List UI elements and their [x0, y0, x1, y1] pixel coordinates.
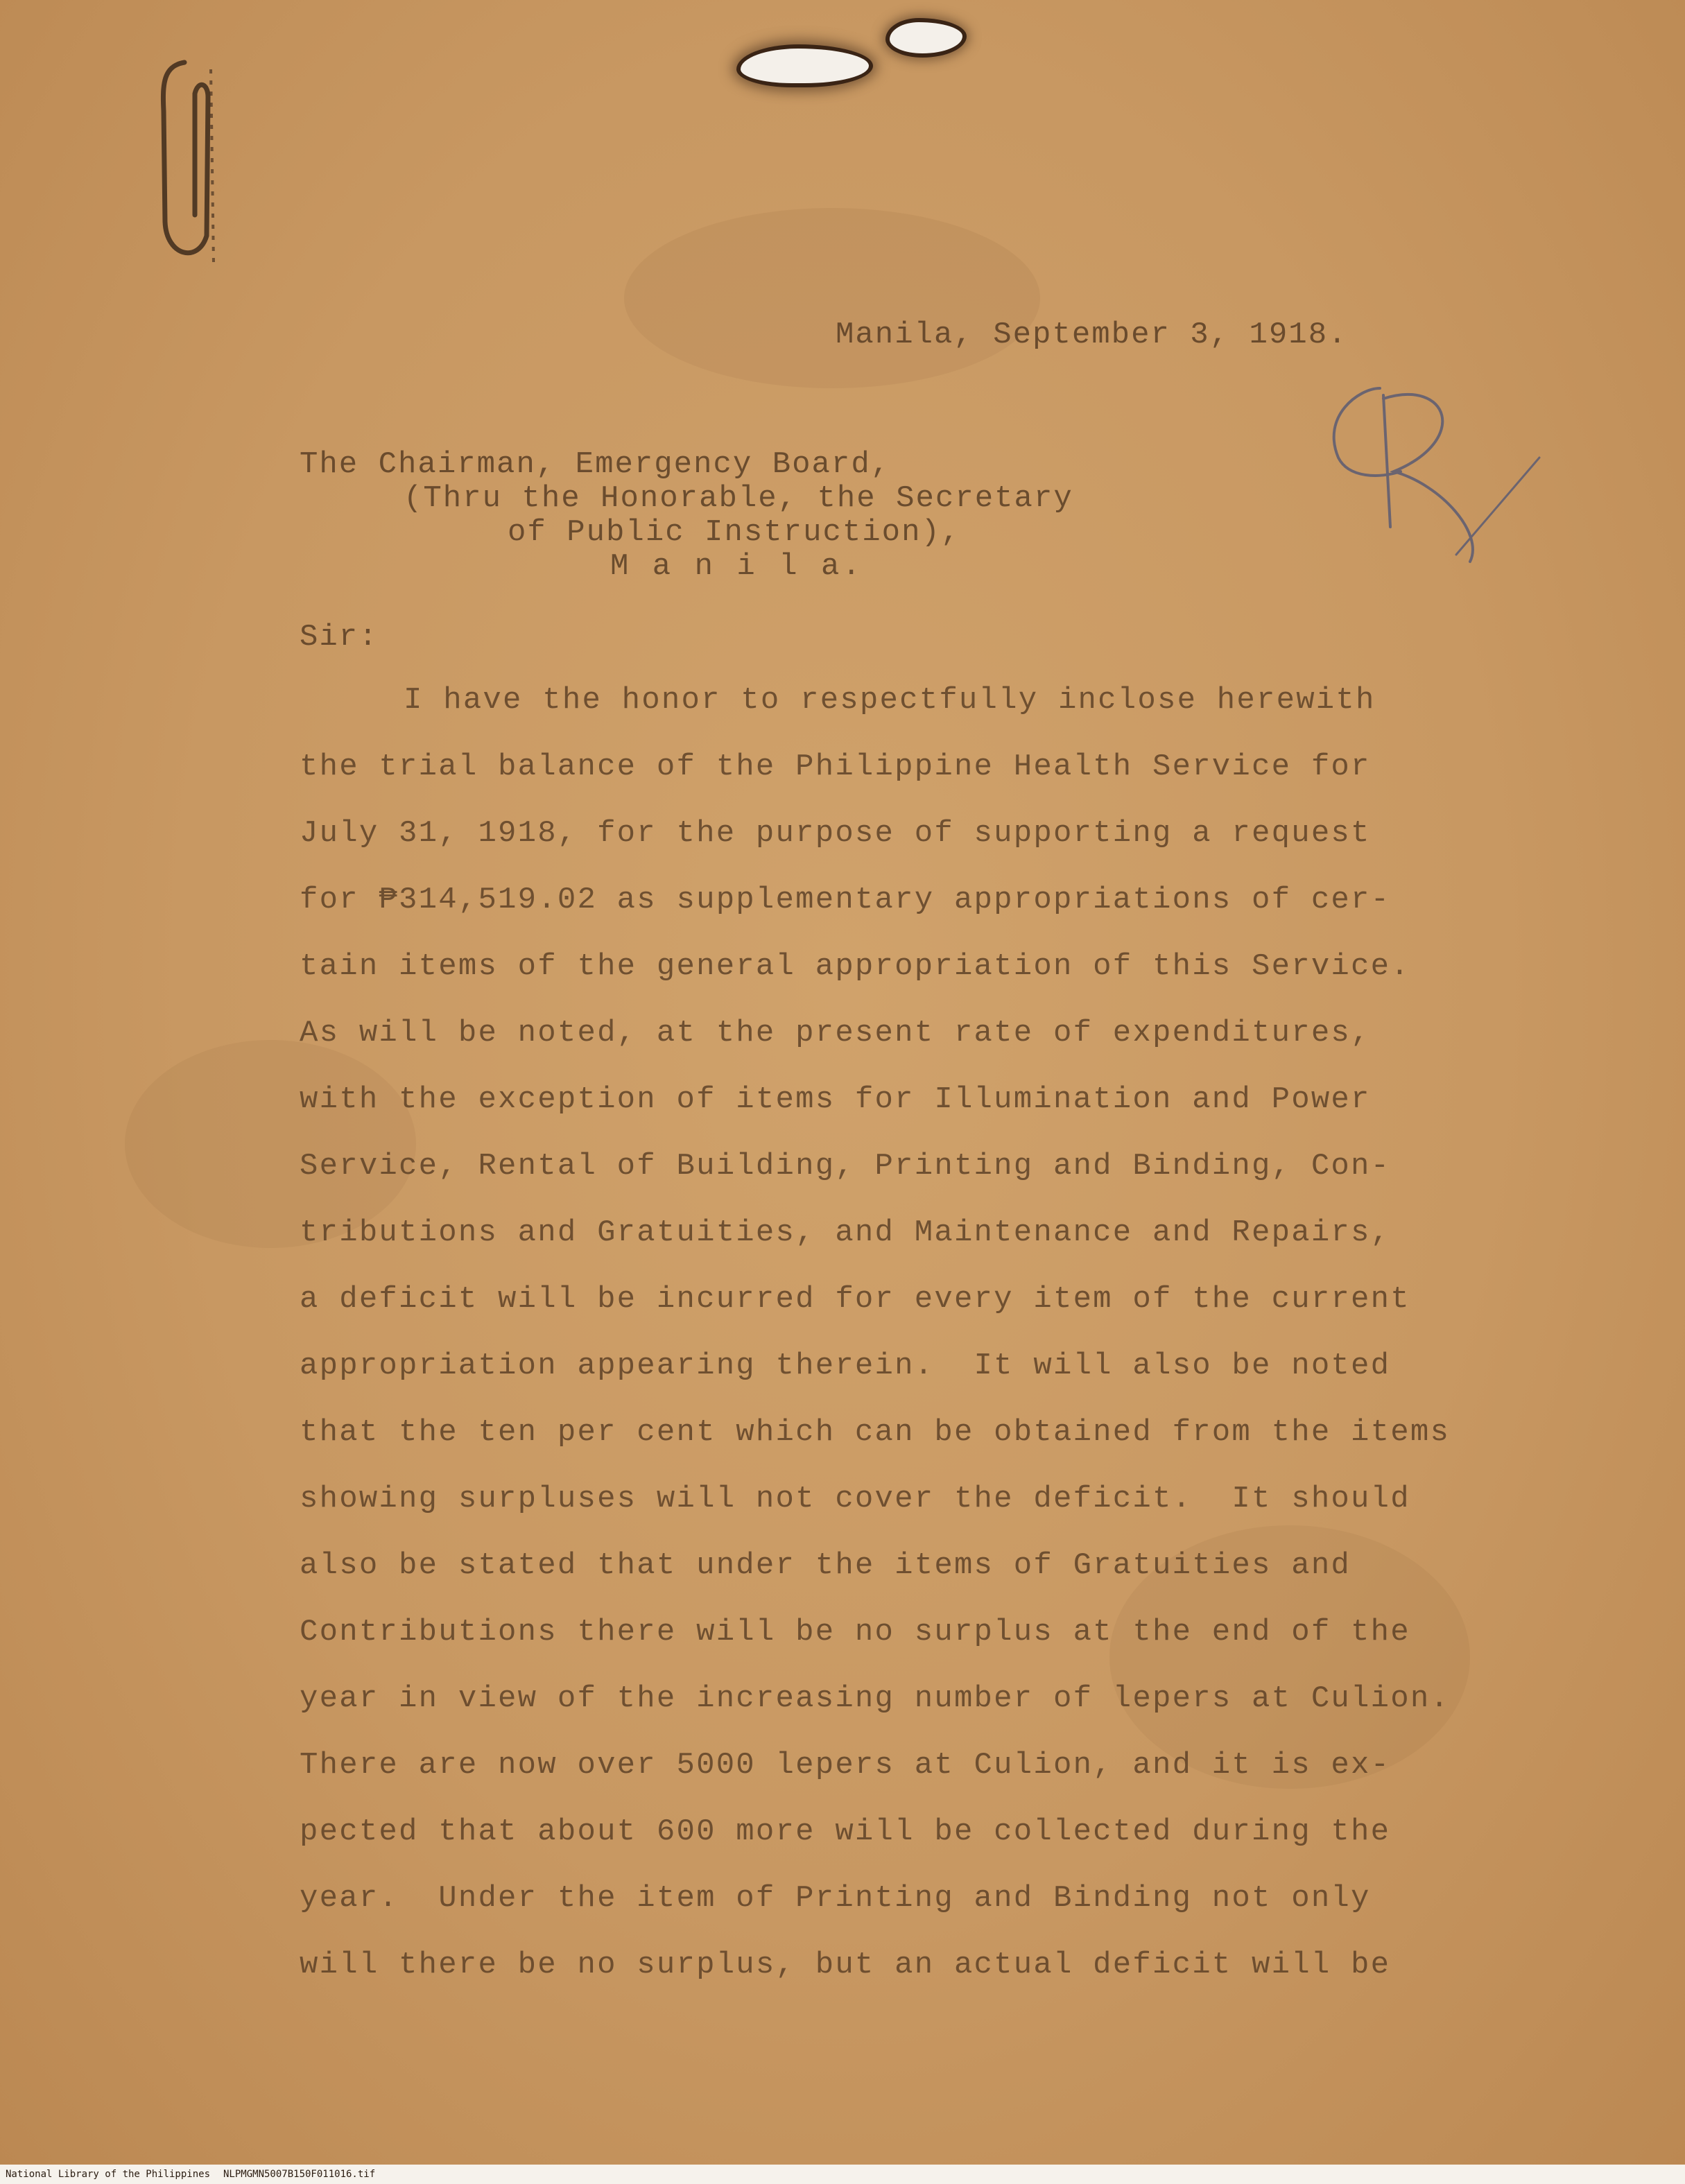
body-line: Contributions there will be no surplus at the end of the — [300, 1615, 1410, 1649]
body-line: will there be no surplus, but an actual deficit will be — [300, 1948, 1391, 1982]
handwritten-initial-mark — [1317, 374, 1546, 582]
body-line: also be stated that under the items of Gratuities and — [300, 1548, 1351, 1583]
recipient-line-3: of Public Instruction), — [508, 515, 961, 550]
body-line: Service, Rental of Building, Printing and Binding, Con- — [300, 1149, 1391, 1184]
body-line: I have the honor to respectfully inclose herewith — [404, 683, 1376, 718]
body-line: As will be noted, at the present rate of expenditures, — [300, 1016, 1371, 1050]
footer-credit: National Library of the Philippines — [6, 2169, 211, 2180]
salutation: Sir: — [300, 620, 379, 655]
body-line: July 31, 1918, for the purpose of supporting a request — [300, 816, 1371, 851]
paper-stain — [624, 208, 1040, 388]
recipient-line-2: (Thru the Honorable, the Secretary — [404, 481, 1073, 516]
body-line: for ₱314,519.02 as supplementary appropriations of cer- — [300, 883, 1391, 917]
body-line: a deficit will be incurred for every item of the current — [300, 1282, 1410, 1317]
footer-file-id: NLPMGMN5007B150F011016.tif — [223, 2169, 376, 2180]
body-line: the trial balance of the Philippine Health Service for — [300, 749, 1371, 784]
body-line: There are now over 5000 lepers at Culion, and it is ex- — [300, 1748, 1391, 1783]
body-line: with the exception of items for Illumination and Power — [300, 1082, 1371, 1117]
body-line: year in view of the increasing number of lepers at Culion. — [300, 1681, 1451, 1716]
letter-date: Manila, September 3, 1918. — [836, 318, 1348, 352]
burn-hole-right — [890, 22, 962, 53]
body-line: tain items of the general appropriation of this Service. — [300, 949, 1410, 984]
body-line: pected that about 600 more will be collected during the — [300, 1814, 1391, 1849]
paper-clip-mark — [157, 55, 233, 270]
body-line: year. Under the item of Printing and Binding not only — [300, 1881, 1371, 1916]
body-line: appropriation appearing therein. It will also be noted — [300, 1349, 1391, 1383]
body-line: tributions and Gratuities, and Maintenance and Repairs, — [300, 1215, 1391, 1250]
body-line: showing surpluses will not cover the deficit. It should — [300, 1482, 1410, 1516]
body-line: that the ten per cent which can be obtained from the items — [300, 1415, 1451, 1450]
burn-hole-left — [741, 49, 869, 83]
recipient-line-1: The Chairman, Emergency Board, — [300, 447, 891, 482]
recipient-city: M a n i l a. — [610, 549, 863, 584]
